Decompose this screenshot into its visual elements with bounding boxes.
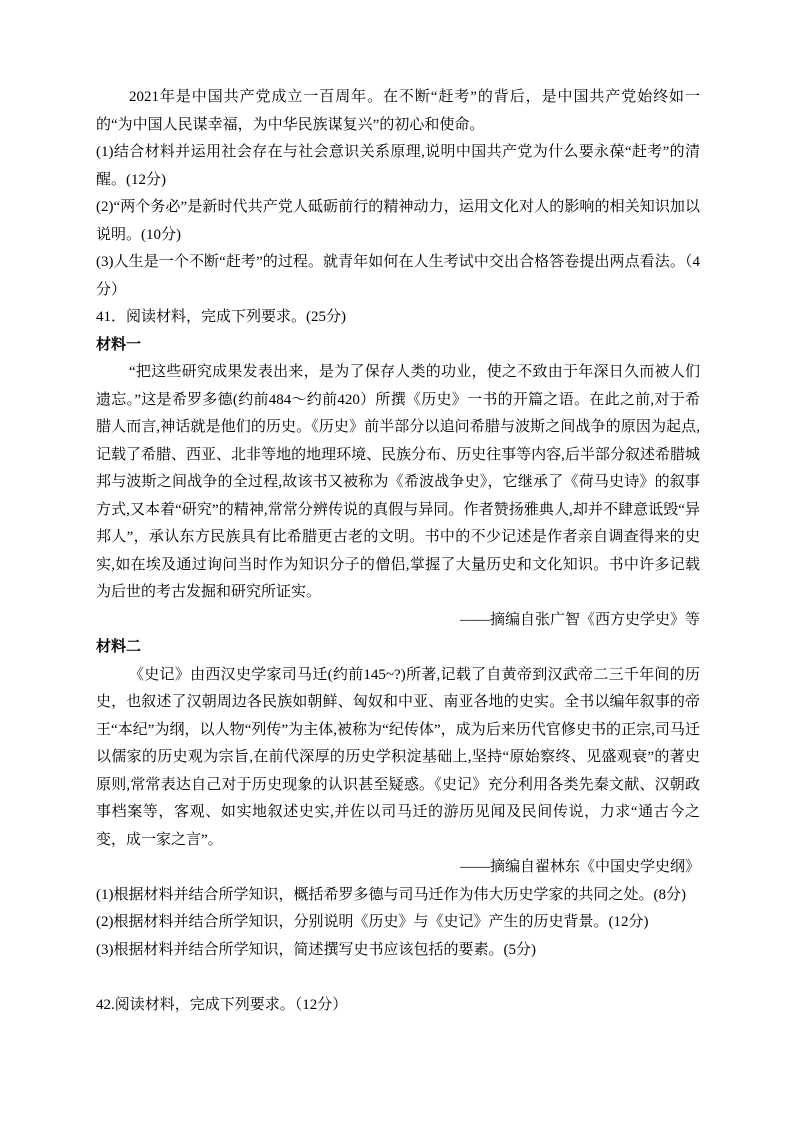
question-41-part-2: (2)根据材料并结合所学知识，分别说明《历史》与《史记》产生的历史背景。(12分) <box>96 914 649 930</box>
question-42-header: 42.阅读材料，完成下列要求。（12分） <box>96 997 348 1013</box>
question-41-part-1: (1)根据材料并结合所学知识，概括希罗多德与司马迁作为伟大历史学家的共同之处。(8分) <box>96 886 686 903</box>
material-2-source: ——摘编自翟林东《中国史学史纲》 <box>459 859 700 875</box>
question-40-intro-paragraph: 2021年是中国共产党成立一百周年。在不断“赶考”的背后，是中国共产党始终如一的“为中国人民谋幸福，为中华民族谋复兴”的初心和使命。 <box>96 89 700 133</box>
question-40-part-2: (2)“两个务必”是新时代共产党人砥砺前行的精神动力，运用文化对人的影响的相关知识加以说明。(10分) <box>96 199 700 243</box>
material-2-paragraph: 《史记》由西汉史学家司马迁(约前145~?)所著,记载了自黄帝到汉武帝二三千年间的历史，也叙述了汉朝周边各民族如朝鲜、匈奴和中亚、南亚各地的史实。全书以编年叙事的帝王“本纪”为纲，以人物“列传”为主体,被称为“纪传体”，成为后来历代官修史书的正宗,司马迁以儒家的历史观为宗旨,在前代深厚的历史学积淀基础上,坚持“原始察终、见盛观衰”的著史原则,常常表达自己对于历史现象的认识甚至疑惑。《史记》充分利用各类先秦文献、汉朝政事档案等，客观、如实地叙述史实,并佐以司马迁的游历见闻及民间传说，力求“通古今之变，成一家之言”。 <box>96 666 700 848</box>
exam-paper-content <box>96 84 700 1020</box>
question-41-part-3: (3)根据材料并结合所学知识，简述撰写史书应该包括的要素。(5分) <box>96 941 536 958</box>
question-40-part-3: (3)人生是一个不断“赶考”的过程。就青年如何在人生考试中交出合格答卷提出两点看法。（4分） <box>96 254 700 298</box>
material-1-heading: 材料一 <box>96 336 142 353</box>
question-41-header: 41．阅读材料，完成下列要求。(25分) <box>96 309 346 325</box>
material-2-heading: 材料二 <box>96 639 142 655</box>
question-40-part-1: (1)结合材料并运用社会存在与社会意识关系原理,说明中国共产党为什么要永葆“赶考”的清醒。(12分) <box>96 144 700 188</box>
material-1-source: ——摘编自张广智《西方史学史》等 <box>459 611 700 628</box>
material-1-paragraph: “把这些研究成果发表出来，是为了保存人类的功业，使之不致由于年深日久而被人们遗忘。”这是希罗多德(约前484～约前420）所撰《历史》一书的开篇之语。在此之前,对于希腊人而言,神话就是他们的历史。《历史》前半部分以追问希腊与波斯之间战争的原因为起点,记载了希腊、西亚、北非等地的地理环境、民族分布、历史往事等内容,后半部分叙述希腊城邦与波斯之间战争的全过程,故该书又被称为《希波战争史》，它继承了《荷马史诗》的叙事方式,又本着“研究”的精神,常常分辨传说的真假与异同。作者赞扬雅典人,却并不肆意诋毁“异邦人”，承认东方民族具有比希腊更古老的文明。书中的不少记述是作者亲自调查得来的史实,如在埃及通过询问当时作为知识分子的僧侣,掌握了大量历史和文化知识。书中许多记载为后世的考古发掘和研究所证实。 <box>96 364 700 600</box>
